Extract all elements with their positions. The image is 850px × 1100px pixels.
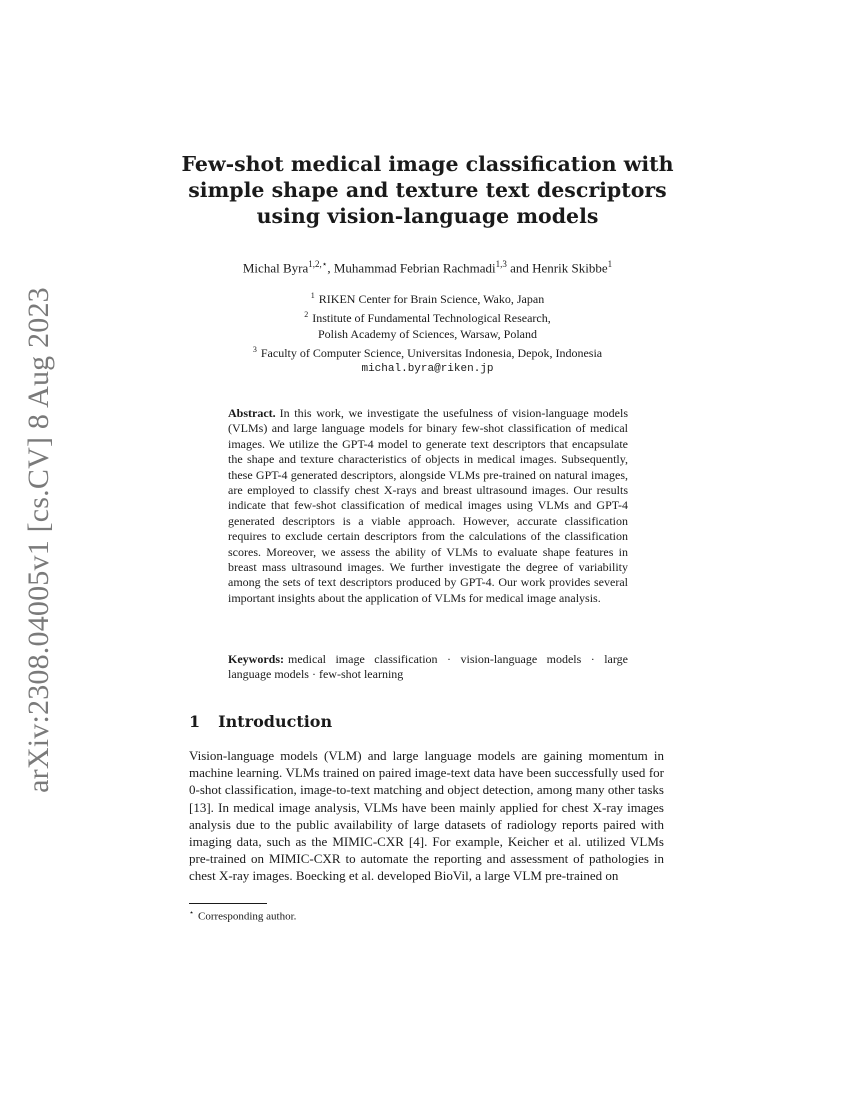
- affiliation-text: Institute of Fundamental Technological Research,: [312, 311, 551, 325]
- affiliation-block: [190, 288, 665, 377]
- author-name: Henrik Skibbe: [532, 260, 608, 276]
- author-name: Muhammad Febrian Rachmadi: [333, 260, 496, 276]
- author-affiliation-mark: 1: [607, 259, 613, 269]
- abstract-label: Abstract.: [228, 406, 276, 420]
- abstract-text: In this work, we investigate the usefulness of vision-language models (VLMs) and large language models for binary few-shot classification of medical images. We utilize the GPT-4 model to generate text descriptors that encapsulate the shape and texture characteristics of objects in medical images. Subsequently, these GPT-4 generated descriptors, alongside VLMs pre-trained on natural images, are employed to classify chest X-rays and breast ultrasound images. Our results indicate that few-shot classification of medical images using VLMs and GPT-4 generated descriptors is a viable approach. However, accurate classification requires to exclude certain descriptors from the calculations of the classification scores. Moreover, we assess the ability of VLMs to evaluate shape features in breast mass ultrasound images. We further investigate the degree of variability among the sets of text descriptors produced by GPT-4. Our work provides several important insights about the application of VLMs for medical image analysis.: [228, 406, 628, 605]
- arxiv-identifier: arXiv:2308.04005v1 [cs.CV] 8 Aug 2023: [22, 287, 55, 793]
- section-body-text: Vision-language models (VLM) and large language models are gaining momentum in machine learning. VLMs trained on paired image-text data have been successfully used for 0-shot classification, image-to-text matching and object detection, among many other tasks [13]. In medical image analysis, VLMs have been mainly applied for chest X-ray images analysis due to the public availability of large datasets of radiology reports paired with imaging data, such as the MIMIC-CXR [4]. For example, Keicher et al. utilized VLMs pre-trained on MIMIC-CXR to automate the reporting and assessment of pathologies in chest X-ray images. Boecking et al. developed BioVil, a large VLM pre-trained on: [189, 748, 664, 884]
- affiliation-mark: 3: [252, 345, 257, 354]
- author-affiliation-mark: 1,2,⋆: [308, 259, 328, 269]
- affiliation-mark: 1: [310, 291, 315, 300]
- footnote-text: Corresponding author.: [198, 910, 297, 923]
- affiliation-text: Faculty of Computer Science, Universitas Indonesia, Depok, Indonesia: [260, 346, 603, 360]
- keywords-label: Keywords:: [228, 652, 284, 666]
- affiliation-text: RIKEN Center for Brain Science, Wako, Japan: [318, 292, 545, 306]
- affiliation-line: [190, 307, 665, 326]
- affiliation-line: [190, 288, 665, 307]
- footnote-divider: [189, 903, 267, 904]
- section-heading: [189, 712, 332, 731]
- affiliation-text: Polish Academy of Sciences, Warsaw, Poland: [318, 327, 537, 341]
- footnote-mark: ⋆: [189, 908, 195, 917]
- paper-title: Few-shot medical image classification with simple shape and texture text descriptors using vision-language models: [181, 152, 674, 228]
- author-separator: and: [506, 260, 533, 276]
- keywords-text: medical image classification · vision-language models · large language models · few-shot learning: [228, 652, 628, 682]
- keywords: [228, 652, 628, 683]
- section-number: 1: [189, 712, 201, 731]
- author-separator: ,: [327, 260, 334, 276]
- author-name: Michal Byra: [242, 260, 309, 276]
- affiliation-line: [190, 342, 665, 361]
- footnote: [189, 908, 296, 923]
- author-list: [160, 259, 695, 276]
- contact-email: michal.byra@riken.jp: [361, 363, 494, 375]
- affiliation-mark: 2: [304, 310, 309, 319]
- affiliation-line: [190, 326, 665, 342]
- section-title: Introduction: [218, 712, 333, 731]
- abstract: [228, 406, 628, 606]
- author-affiliation-mark: 1,3: [495, 259, 507, 269]
